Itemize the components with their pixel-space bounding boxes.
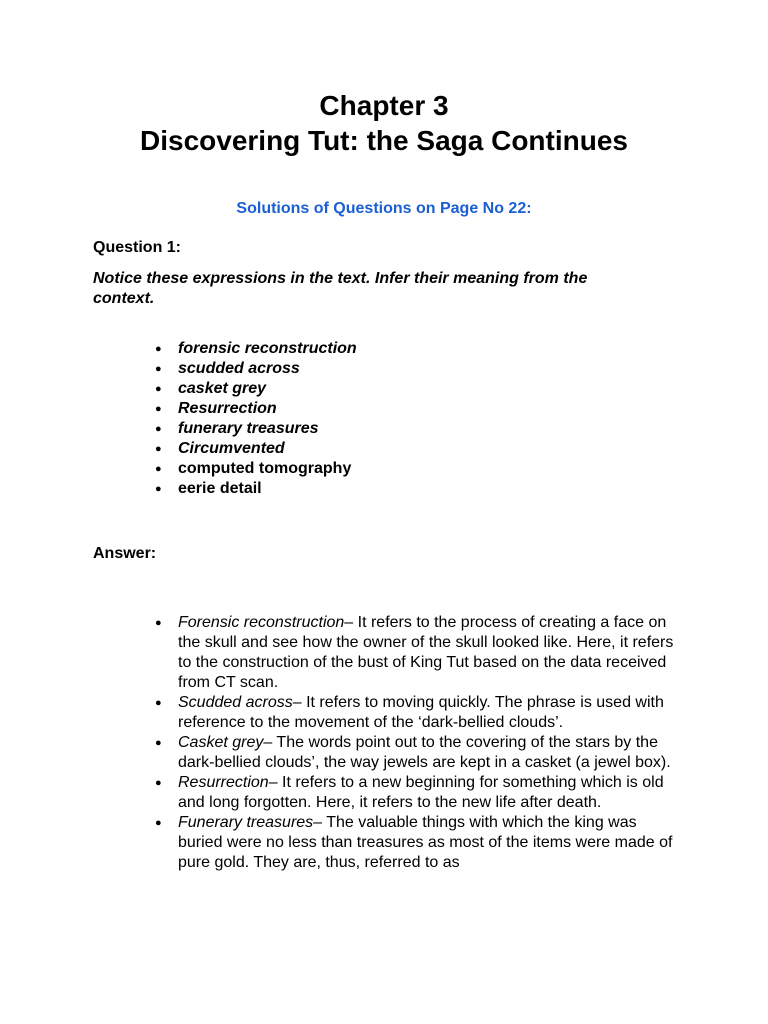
section-subtitle: Solutions of Questions on Page No 22:: [236, 200, 532, 217]
answer-term: Resurrection: [178, 774, 269, 791]
answer-item: [155, 693, 675, 733]
chapter-title: Discovering Tut: the Saga Continues: [140, 125, 628, 156]
page-title: [0, 88, 768, 158]
answer-term: Casket grey: [178, 734, 264, 751]
answer-term: Scudded across: [178, 694, 293, 711]
expression-item: ● computed tomography: [155, 459, 357, 479]
answer-item: [155, 613, 675, 693]
answer-text: – It refers to moving quickly. The phrase is used with reference to the movement of the ‘dark-bellied clouds’.: [178, 694, 664, 731]
expression-item: ● Resurrection: [155, 399, 357, 419]
answer-item: [155, 773, 675, 813]
answer-text: – It refers to a new beginning for something which is old and long forgotten. Here, it refers to the new life after death.: [178, 774, 664, 811]
question-label: Question 1:: [93, 239, 182, 256]
question-text: Notice these expressions in the text. Infer their meaning from the context.: [93, 270, 588, 307]
expression-item: ● casket grey: [155, 379, 357, 399]
answer-text: – The words point out to the covering of the stars by the dark-bellied clouds’, the way jewels are kept in a casket (a jewel box).: [178, 734, 671, 771]
answer-item: [155, 813, 675, 873]
answer-text: – It refers to the process of creating a face on the skull and see how the owner of the skull looked like. Here, it refers to the construction of the bust of King Tut based on the data received from CT scan.: [178, 614, 674, 691]
expression-item: ● forensic reconstruction: [155, 339, 357, 359]
expression-item: ● funerary treasures: [155, 419, 357, 439]
expression-item: ● scudded across: [155, 359, 357, 379]
answer-term: Forensic reconstruction: [178, 614, 345, 631]
answer-text: – The valuable things with which the king was buried were no less than treasures as most of the items were made of pure gold. They are, thus, referred to as: [178, 814, 673, 871]
answer-term: Funerary treasures: [178, 814, 314, 831]
answer-item: [155, 733, 675, 773]
expression-item: ● eerie detail: [155, 479, 357, 499]
answer-label: Answer:: [93, 545, 157, 562]
answer-list: [155, 613, 675, 873]
chapter-number: Chapter 3: [319, 90, 449, 121]
expression-item: ● Circumvented: [155, 439, 357, 459]
expressions-list: [155, 339, 357, 499]
